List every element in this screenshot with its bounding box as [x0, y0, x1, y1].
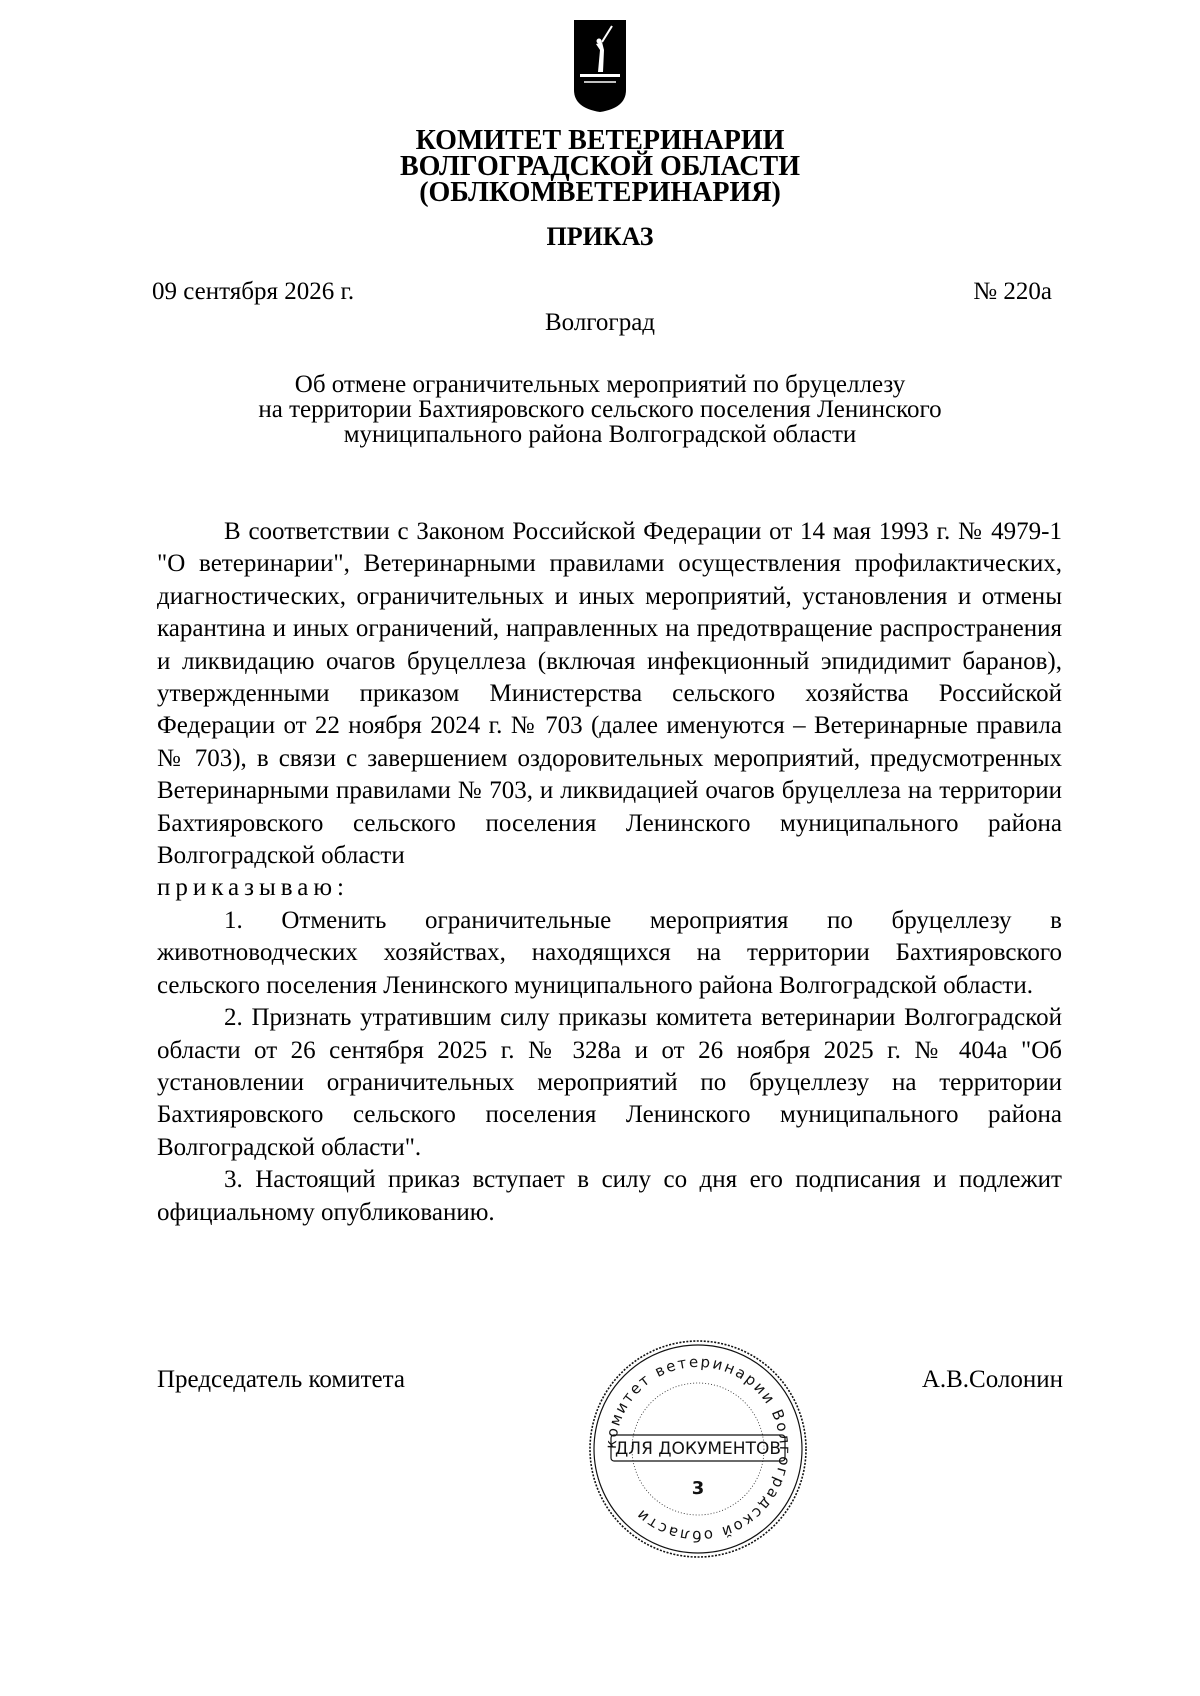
preamble-paragraph: В соответствии с Законом Российской Федерации от 14 мая 1993 г. № 4979-1 "О ветеринарии", Ветеринарными правилами осуществления профилактических, диагностических, ограничительных и иных мероприятий, установления и отмены карантина и иных ограничений, направленных на предотвращение распространения и ликвидацию очагов бруцеллеза (включая инфекционный эпидидимит баранов), утвержденными приказом Министерства сельского хозяйства Российской Федерации от 22 ноября 2024 г. № 703 (далее именуются – Ветеринарные правила № 703), в связи с завершением оздоровительных мероприятий, предусмотренных Ветеринарными правилами № 703, и ликвидацией очагов бруцеллеза на территории Бахтияровского сельского поселения Ленинского муниципального района Волгоградской области: [157, 518, 1062, 870]
doc-body: [157, 516, 1062, 1229]
signatory-name: А.В.Солонин: [921, 1366, 1063, 1393]
subject-line: на территории Бахтияровского сельского поселения Ленинского: [258, 396, 942, 423]
stamp-number: 3: [691, 1478, 705, 1499]
doc-city: Волгоград: [544, 309, 656, 336]
org-name-line1: КОМИТЕТ ВЕТЕРИНАРИИ: [415, 125, 785, 156]
org-name-line3: (ОБЛКОМВЕТЕРИНАРИЯ): [419, 177, 781, 208]
doc-subject: [200, 372, 1000, 447]
signatory-position: Председатель комитета: [157, 1366, 405, 1393]
volgograd-emblem-icon: [574, 20, 626, 112]
doc-number: № 220а: [973, 278, 1052, 305]
doc-type-title: ПРИКАЗ: [546, 222, 654, 251]
order-item-1: 1. Отменить ограничительные мероприятия по бруцеллезу в животноводческих хозяйствах, находящихся на территории Бахтияровского сельского поселения Ленинского муниципального района Волгоградской области.: [157, 906, 1062, 999]
stamp-center-text: ДЛЯ ДОКУМЕНТОВ: [615, 1439, 781, 1459]
order-item-3: 3. Настоящий приказ вступает в силу со дня его подписания и подлежит официальному опубликованию.: [157, 1166, 1062, 1226]
org-name-line2: ВОЛГОГРАДСКОЙ ОБЛАСТИ: [400, 151, 800, 182]
order-item-2: 2. Признать утратившим силу приказы комитета ветеринарии Волгоградской области от 26 сентября 2025 г. № 328а и от 26 ноября 2025 г. № 404а "Об установлении ограничительных мероприятий по бруцеллезу на территории Бахтияровского сельского поселения Ленинского муниципального района Волгоградской области".: [157, 1004, 1062, 1161]
subject-line: Об отмене ограничительных мероприятий по бруцеллезу: [294, 371, 906, 398]
stamp-ring-text: комитет ветеринарии Волгоградской области: [601, 1352, 795, 1546]
official-stamp: [583, 1334, 813, 1564]
doc-date: 09 сентября 2026 г.: [152, 278, 355, 305]
subject-line: муниципального района Волгоградской области: [343, 421, 857, 448]
order-word: приказываю:: [157, 874, 349, 902]
